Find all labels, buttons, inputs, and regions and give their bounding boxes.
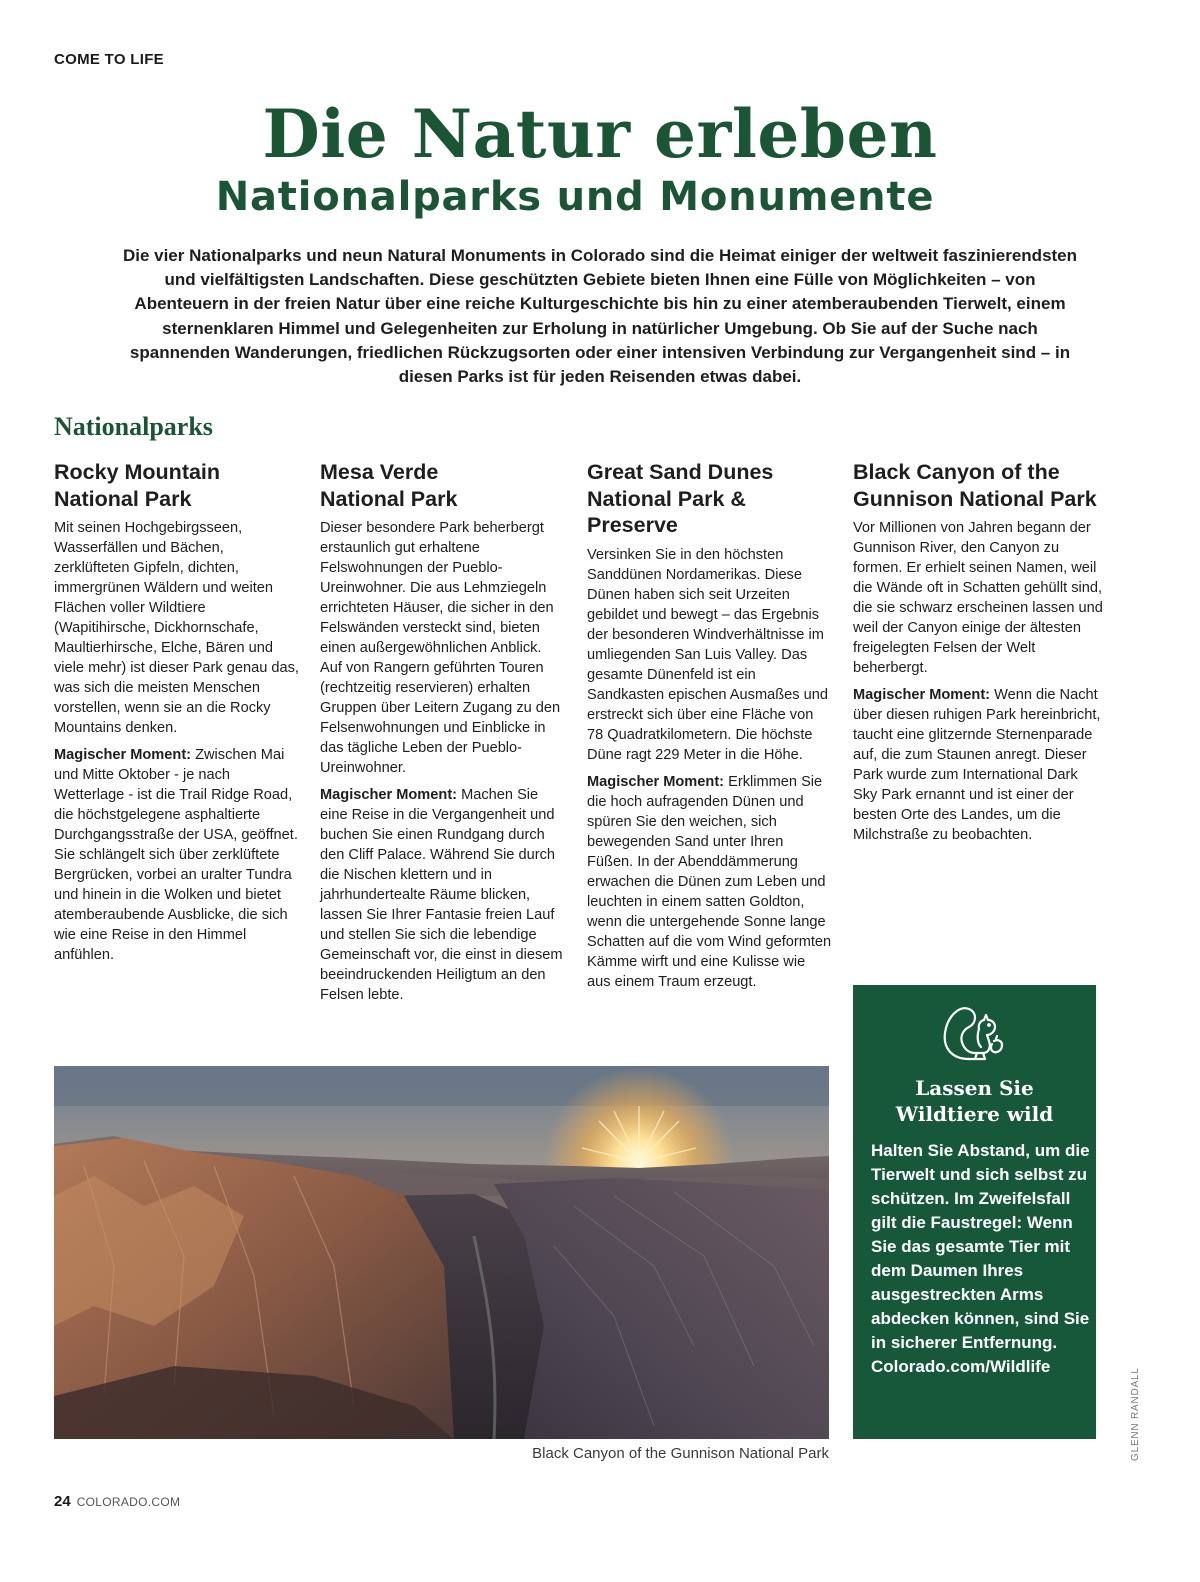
- photo-caption: Black Canyon of the Gunnison National Park: [532, 1445, 829, 1462]
- park-column-great-sand-dunes: [587, 459, 832, 992]
- park-title: Mesa Verde National Park: [320, 460, 458, 511]
- section-tag: COME TO LIFE: [54, 51, 164, 68]
- wildlife-callout: [853, 985, 1096, 1439]
- park-description: Mit seinen Hochgebirgsseen, Wasserfällen und Bächen, zerklüfteten Gipfeln, dichten, immergrünen Wäldern und weiten Flächen voller Wildtiere (Wapitihirsche, Dickhornschafe, Maultierhirsche, Elche, Bären und viele mehr) ist dieser Park genau das, was sich die meisten Menschen vorstellen, wenn sie an die Rocky Mountains denken.: [54, 520, 299, 736]
- page-title: Die Natur erleben: [262, 95, 938, 173]
- magic-moment: Magischer Moment: Zwischen Mai und Mitte Oktober - je nach Wetterlage - ist die Trail Ridge Road, die höchstgelegene asphaltierte Durchgangsstraße der USA, geöffnet. Sie schlängelt sich über zerklüftete Bergrücken, vorbei an uralter Tundra und hinein in die Wolken und bietet atemberaubende Ausblicke, die sich wie eine Reise in den Himmel anfühlen.: [54, 747, 298, 963]
- callout-title: Lassen Sie Wildtiere wild: [895, 1076, 1054, 1126]
- wildlife-link[interactable]: Colorado.com/Wildlife: [871, 1357, 1051, 1376]
- page-footer: [54, 1493, 180, 1510]
- intro-paragraph: Die vier Nationalparks und neun Natural Monuments in Colorado sind die Heimat einiger der weltweit faszinierendsten und vielfältigsten Landschaften. Diese geschützten Gebiete bieten Ihnen eine Fülle von Möglichkeiten – von Abenteuern in der freien Natur über eine reiche Kulturgeschichte bis hin zu einer atemberaubenden Tierwelt, einem sternenklaren Himmel und Gelegenheiten zur Erholung in natürlicher Umgebung. Ob Sie auf der Suche nach spannenden Wanderungen, friedlichen Rückzugsorten oder einer intensiven Verbindung zur Vergangenheit sind – in diesen Parks ist für jeden Reisenden etwas dabei.: [122, 246, 1078, 387]
- magic-moment-label: Magischer Moment:: [320, 787, 458, 803]
- magic-moment-label: Magischer Moment:: [587, 773, 725, 790]
- park-description: Vor Millionen von Jahren begann der Gunnison River, den Canyon zu formen. Er erhielt seinen Namen, weil die Wände oft in Schatten gehüllt sind, die sie schwarz erscheinen lassen und weil der Canyon einige der ältesten freigelegten Felsen der Welt beherbergt.: [853, 520, 1103, 676]
- park-title: Great Sand Dunes National Park & Preserve: [587, 460, 774, 537]
- page-subtitle: Nationalparks und Monumente: [215, 174, 935, 220]
- park-description: Versinken Sie in den höchsten Sanddünen Nordamerikas. Diese Dünen haben sich seit Urzeiten gebildet und bewegt – das Ergebnis der besonderen Windverhältnisse im umliegenden San Luis Valley. Das gesamte Dünenfeld ist ein Sandkasten epischen Ausmaßes und erstreckt sich über eine Fläche von 78 Quadratkilometern. Die höchste Düne ragt 229 Meter in die Höhe.: [587, 546, 828, 763]
- park-title: Black Canyon of the Gunnison National Park: [853, 460, 1097, 511]
- footer-site[interactable]: COLORADO.COM: [76, 1495, 181, 1509]
- park-column-black-canyon: [853, 459, 1103, 845]
- magic-moment: Magischer Moment: Erklimmen Sie die hoch aufragenden Dünen und spüren Sie den weichen, sich bewegenden Sand unter Ihren Füßen. In der Abenddämmerung erwachen die Dünen zum Leben und leuchten in einem satten Goldton, wenn die untergehende Sonne lange Schatten auf die vom Wind geformten Kämme wirft und eine Kulisse wie aus einem Traum erzeugt.: [587, 773, 832, 990]
- nationalparks-heading: Nationalparks: [54, 412, 213, 441]
- canyon-photo: [54, 1066, 829, 1439]
- page-number: 24: [54, 1493, 71, 1510]
- park-column-rocky-mountain: [54, 459, 299, 965]
- magic-moment-label: Magischer Moment:: [853, 687, 991, 703]
- park-description: Dieser besondere Park beherbergt erstaunlich gut erhaltene Felswohnungen der Pueblo-Ureinwohner. Die aus Lehmziegeln errichteten Häuser, die sicher in den Felswänden versteckt sind, bieten einen außergewöhnlichen Anblick. Auf von Rangern geführten Touren (rechtzeitig reservieren) erhalten Gruppen über Leitern Zugang zu den Felsenwohnungen und Einblicke in das tägliche Leben der Pueblo-Ureinwohner.: [320, 520, 561, 776]
- callout-text: Halten Sie Abstand, um die Tierwelt und sich selbst zu schützen. Im Zweifelsfall gilt die Faustregel: Wenn Sie das gesamte Tier mit dem Daumen Ihres ausgestreckten Arms abdecken können, sind Sie in sicherer Entfernung. Colorado.com/Wildlife: [871, 1141, 1090, 1376]
- park-title: Rocky Mountain National Park: [54, 460, 221, 511]
- squirrel-icon: [939, 1001, 1013, 1063]
- magic-moment: Magischer Moment: Wenn die Nacht über diesen ruhigen Park hereinbricht, taucht eine glitzernde Sternenparade auf, die zum Staunen anregt. Dieser Park wurde zum International Dark Sky Park ernannt und ist einer der besten Orte des Landes, um die Milchstraße zu beobachten.: [853, 687, 1101, 843]
- magic-moment: Magischer Moment: Machen Sie eine Reise in die Vergangenheit und buchen Sie einen Rundgang durch den Cliff Palace. Während Sie durch die Nischen klettern und in jahrhundertealte Räume blicken, lassen Sie Ihrer Fantasie freien Lauf und stellen Sie sich die lebendige Gemeinschaft vor, die einst in diesem beeindruckenden Heiligtum an den Felsen lebte.: [320, 787, 563, 1003]
- magic-moment-label: Magischer Moment:: [54, 747, 192, 763]
- park-column-mesa-verde: [320, 459, 565, 1005]
- photo-credit: GLENN RANDALL: [1130, 1367, 1141, 1461]
